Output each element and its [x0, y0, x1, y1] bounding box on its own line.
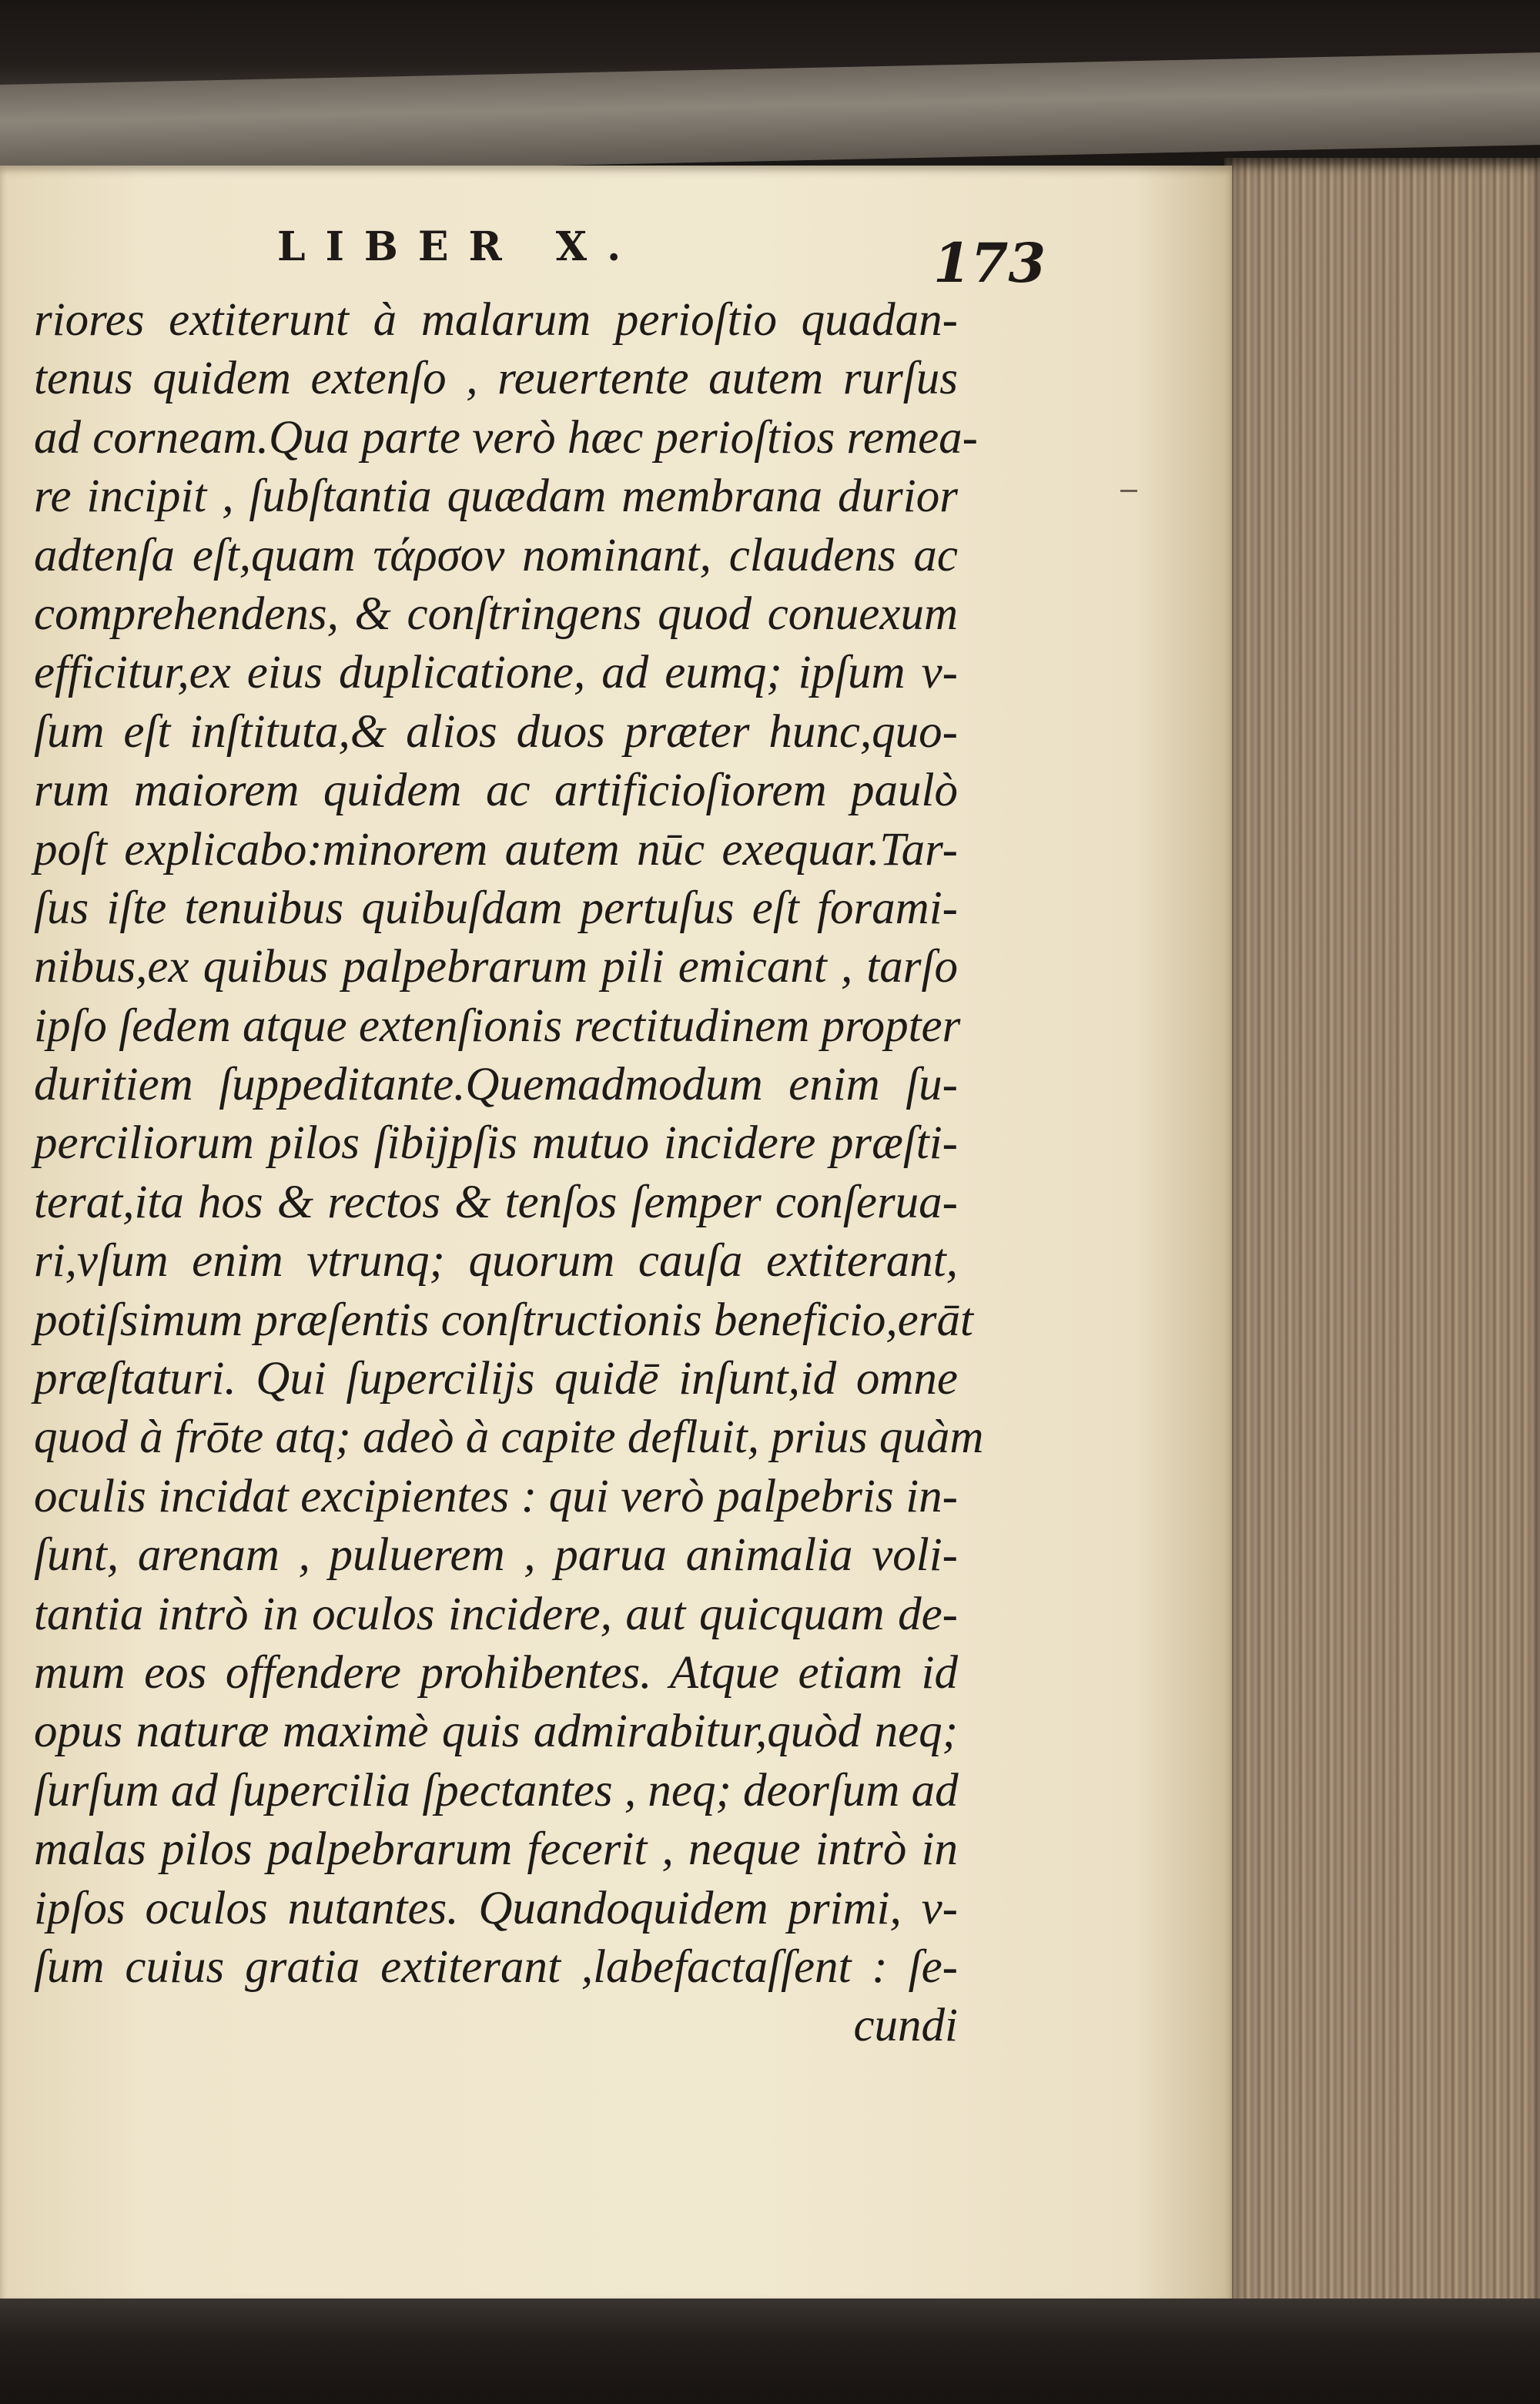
text-line: potiſsimum præſentis conſtructionis beneficio,erāt — [34, 1294, 973, 1346]
text-line: perciliorum pilos ſibijpſis mutuo incidere præſti- — [34, 1117, 958, 1170]
text-line: ſus iſte tenuibus quibuſdam pertuſus eſt forami- — [34, 882, 958, 934]
text-line: ipſos oculos nutantes. Quandoquidem primi, v- — [34, 1882, 958, 1934]
text-line: ri,vſum enim vtrunq; quorum cauſa extiterant, — [34, 1235, 958, 1287]
text-line: ipſo ſedem atque extenſionis rectitudinem propter — [34, 999, 961, 1052]
text-line: poſt explicabo:minorem autem nūc exequar.Tar- — [34, 823, 958, 876]
text-line: ſunt, arenam , puluerem , parua animalia voli- — [34, 1529, 958, 1582]
margin-mark — [1120, 490, 1137, 492]
running-header: LIBER X. — [277, 223, 641, 270]
text-line: duritiem ſuppeditante.Quemadmodum enim ſu- — [34, 1059, 958, 1111]
page-block-edge — [1224, 158, 1540, 2314]
text-line: tenus quidem extenſo , reuertente autem rurſus — [34, 353, 958, 405]
text-line: malas pilos palpebrarum fecerit , neque intrò in — [34, 1823, 958, 1876]
text-line: tantia intrò in oculos incidere, aut quicquam de- — [34, 1588, 958, 1640]
text-line: opus naturæ maximè quis admirabitur,quòd neq; — [34, 1706, 958, 1758]
text-line: nibus,ex quibus palpebrarum pili emicant , tarſo — [34, 941, 958, 993]
text-line: adtenſa eſt,quam τάρσον nominant, claudens ac — [34, 529, 958, 581]
text-line: terat,ita hos & rectos & tenſos ſemper conſerua- — [34, 1176, 958, 1228]
text-line: riores extiterunt à malarum perioſtio quadan- — [34, 294, 958, 346]
text-line: quod à frōte atq; adeò à capite defluit, prius quàm — [34, 1411, 984, 1464]
text-line: ſum cuius gratia extiterant ,labefactaſſent : ſe- — [34, 1940, 958, 1993]
text-line: efficitur,ex eius duplicatione, ad eumq; ipſum v- — [34, 647, 958, 699]
text-line: ad corneam.Qua parte verò hæc perioſtios remea- — [34, 411, 978, 464]
text-line: re incipit , ſubſtantia quædam membrana durior — [34, 470, 958, 523]
text-line: comprehendens, & conſtringens quod conuexum — [34, 588, 958, 640]
text-line: mum eos offendere prohibentes. Atque etiam id — [34, 1646, 958, 1699]
text-line: præſtaturi. Qui ſupercilijs quidē inſunt,id omne — [34, 1353, 958, 1405]
text-line: ſum eſt inſtituta,& alios duos præter hunc,quo- — [34, 705, 958, 758]
text-line: oculis incidat excipientes : qui verò palpebris in- — [34, 1470, 958, 1522]
text-line: rum maiorem quidem ac artificioſiorem paulò — [34, 765, 958, 817]
catchword: cundi — [853, 2000, 958, 2052]
page-number: 173 — [933, 231, 1046, 295]
background-bottom — [0, 2299, 1540, 2404]
text-line: ſurſum ad ſupercilia ſpectantes , neq; deorſum ad — [34, 1764, 959, 1816]
text-block — [34, 291, 984, 2056]
